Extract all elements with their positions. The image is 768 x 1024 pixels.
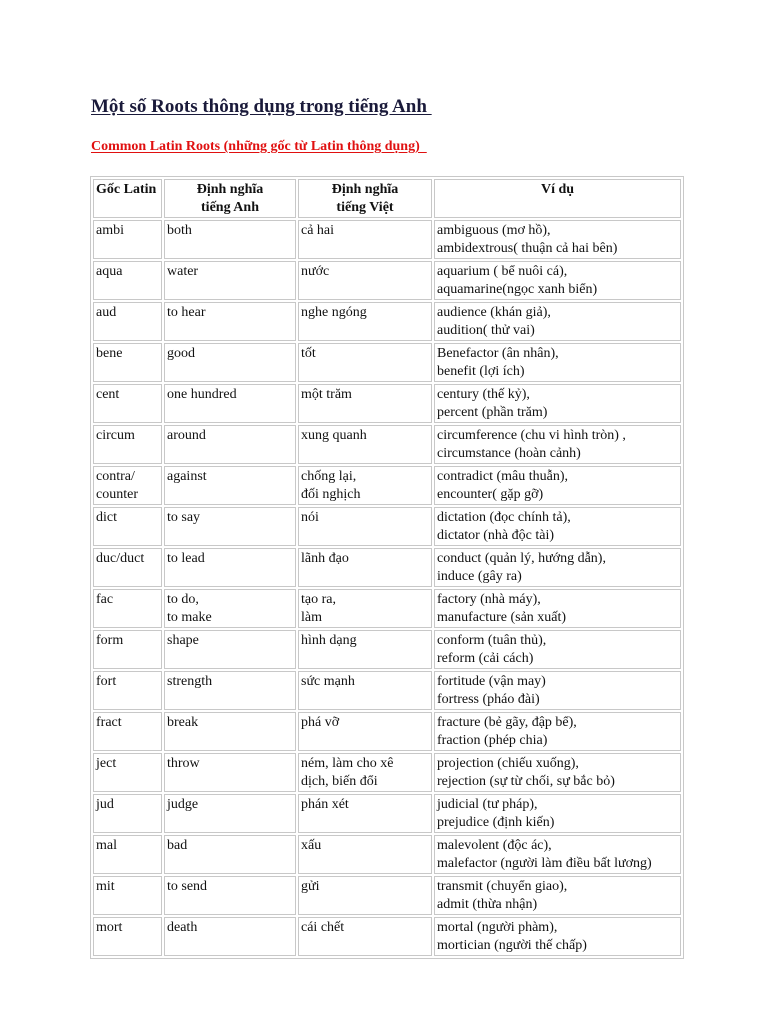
examples-cell xyxy=(434,343,681,382)
examples-cell-line: audition( thử vai) xyxy=(437,323,535,338)
root-cell xyxy=(93,548,162,587)
vietnamese-definition-cell-line: làm xyxy=(301,610,322,625)
root-cell-line: counter xyxy=(96,487,138,502)
examples-cell xyxy=(434,794,681,833)
english-definition-cell-line: to make xyxy=(167,610,212,625)
vietnamese-definition-cell xyxy=(298,302,432,341)
table-body xyxy=(93,220,681,956)
examples-cell-line: reform (cải cách) xyxy=(437,651,534,666)
root-cell xyxy=(93,425,162,464)
examples-cell-line: Benefactor (ân nhân), xyxy=(437,346,559,361)
examples-cell xyxy=(434,589,681,628)
header-vietnamese-definition xyxy=(298,179,432,218)
root-cell xyxy=(93,835,162,874)
english-definition-cell xyxy=(164,753,296,792)
table-row xyxy=(93,220,681,259)
examples-cell xyxy=(434,548,681,587)
english-definition-cell-line: to say xyxy=(167,510,201,525)
examples-cell-line: mortal (người phàm), xyxy=(437,920,558,935)
english-definition-cell xyxy=(164,384,296,423)
header-examples-line1: Ví dụ xyxy=(540,182,575,197)
root-cell-line: dict xyxy=(96,510,117,525)
english-definition-cell-line: death xyxy=(167,920,198,935)
examples-cell-line: malevolent (độc ác), xyxy=(437,838,552,853)
english-definition-cell-line: to lead xyxy=(167,551,205,566)
header-vietnamese-line1: Định nghĩa xyxy=(331,182,399,197)
root-cell-line: contra/ xyxy=(96,469,135,484)
header-root-line1: Gốc Latin xyxy=(96,182,157,197)
root-cell-line: fort xyxy=(96,674,117,689)
vietnamese-definition-cell xyxy=(298,917,432,956)
table-header-row xyxy=(93,179,681,218)
examples-cell-line: circumstance (hoàn cảnh) xyxy=(437,446,581,461)
vietnamese-definition-cell xyxy=(298,220,432,259)
table-row xyxy=(93,507,681,546)
document-title: Một số Roots thông dụng trong tiếng Anh xyxy=(91,96,432,117)
root-cell-line: duc/duct xyxy=(96,551,145,566)
root-cell xyxy=(93,302,162,341)
root-cell xyxy=(93,917,162,956)
examples-cell-line: aquarium ( bể nuôi cá), xyxy=(437,264,568,279)
examples-cell-line: fortitude (vận may) xyxy=(437,674,546,689)
english-definition-cell xyxy=(164,220,296,259)
root-cell-line: mit xyxy=(96,879,115,894)
examples-cell-line: induce (gây ra) xyxy=(437,569,522,584)
vietnamese-definition-cell-line: lãnh đạo xyxy=(301,551,349,566)
english-definition-cell xyxy=(164,425,296,464)
table-row xyxy=(93,630,681,669)
english-definition-cell xyxy=(164,835,296,874)
english-definition-cell-line: bad xyxy=(167,838,188,853)
root-cell xyxy=(93,261,162,300)
table-row xyxy=(93,425,681,464)
table-row xyxy=(93,794,681,833)
examples-cell xyxy=(434,261,681,300)
examples-cell xyxy=(434,835,681,874)
examples-cell-line: circumference (chu vi hình tròn) , xyxy=(437,428,626,443)
table-row xyxy=(93,835,681,874)
vietnamese-definition-cell xyxy=(298,589,432,628)
root-cell xyxy=(93,220,162,259)
vietnamese-definition-cell-line: nước xyxy=(301,264,330,279)
examples-cell-line: audience (khán giả), xyxy=(437,305,551,320)
english-definition-cell-line: judge xyxy=(167,797,199,812)
vietnamese-definition-cell-line: gửi xyxy=(301,879,320,894)
examples-cell-line: mortician (người thế chấp) xyxy=(437,938,587,953)
table-row xyxy=(93,302,681,341)
examples-cell xyxy=(434,917,681,956)
vietnamese-definition-cell-line: sức mạnh xyxy=(301,674,355,689)
examples-cell-line: ambidextrous( thuận cả hai bên) xyxy=(437,241,618,256)
vietnamese-definition-cell xyxy=(298,671,432,710)
vietnamese-definition-cell-line: dịch, biến đổi xyxy=(301,774,378,789)
root-cell-line: cent xyxy=(96,387,120,402)
root-cell xyxy=(93,876,162,915)
root-cell xyxy=(93,466,162,505)
english-definition-cell-line: break xyxy=(167,715,199,730)
vietnamese-definition-cell xyxy=(298,507,432,546)
examples-cell-line: conduct (quản lý, hướng dẫn), xyxy=(437,551,606,566)
vietnamese-definition-cell-line: hình dạng xyxy=(301,633,357,648)
english-definition-cell xyxy=(164,712,296,751)
vietnamese-definition-cell-line: ném, làm cho xê xyxy=(301,756,394,771)
examples-cell-line: admit (thừa nhận) xyxy=(437,897,538,912)
examples-cell xyxy=(434,425,681,464)
english-definition-cell xyxy=(164,261,296,300)
examples-cell-line: projection (chiếu xuống), xyxy=(437,756,579,771)
examples-cell-line: manufacture (sản xuất) xyxy=(437,610,567,625)
header-vietnamese-line2: tiếng Việt xyxy=(336,200,394,215)
vietnamese-definition-cell-line: nghe ngóng xyxy=(301,305,367,320)
vietnamese-definition-cell xyxy=(298,794,432,833)
examples-cell-line: encounter( gặp gỡ) xyxy=(437,487,544,502)
english-definition-cell-line: strength xyxy=(167,674,213,689)
section-heading: Common Latin Roots (những gốc từ Latin thông dụng) xyxy=(91,139,427,154)
english-definition-cell-line: around xyxy=(167,428,206,443)
examples-cell-line: aquamarine(ngọc xanh biển) xyxy=(437,282,598,297)
vietnamese-definition-cell xyxy=(298,425,432,464)
examples-cell-line: fraction (phép chia) xyxy=(437,733,548,748)
vietnamese-definition-cell-line: tốt xyxy=(301,346,316,361)
english-definition-cell xyxy=(164,343,296,382)
vietnamese-definition-cell-line: tạo ra, xyxy=(301,592,336,607)
header-root xyxy=(93,179,162,218)
root-cell-line: jud xyxy=(96,797,114,812)
examples-cell-line: factory (nhà máy), xyxy=(437,592,541,607)
examples-cell-line: benefit (lợi ích) xyxy=(437,364,525,379)
examples-cell-line: ambiguous (mơ hồ), xyxy=(437,223,551,238)
vietnamese-definition-cell xyxy=(298,835,432,874)
english-definition-cell-line: one hundred xyxy=(167,387,237,402)
english-definition-cell xyxy=(164,671,296,710)
english-definition-cell-line: good xyxy=(167,346,195,361)
header-english-definition xyxy=(164,179,296,218)
table-row xyxy=(93,589,681,628)
english-definition-cell-line: against xyxy=(167,469,207,484)
vietnamese-definition-cell xyxy=(298,630,432,669)
root-cell xyxy=(93,589,162,628)
vietnamese-definition-cell xyxy=(298,343,432,382)
english-definition-cell xyxy=(164,507,296,546)
english-definition-cell-line: to send xyxy=(167,879,208,894)
examples-cell xyxy=(434,876,681,915)
root-cell-line: aud xyxy=(96,305,117,320)
examples-cell-line: dictation (đọc chính tả), xyxy=(437,510,571,525)
header-english-line2: tiếng Anh xyxy=(201,200,259,215)
english-definition-cell-line: to do, xyxy=(167,592,199,607)
english-definition-cell xyxy=(164,630,296,669)
root-cell-line: form xyxy=(96,633,124,648)
table-row xyxy=(93,917,681,956)
examples-cell-line: prejudice (định kiến) xyxy=(437,815,555,830)
table-row xyxy=(93,384,681,423)
english-definition-cell xyxy=(164,589,296,628)
vietnamese-definition-cell-line: cả hai xyxy=(301,223,335,238)
examples-cell-line: fortress (pháo đài) xyxy=(437,692,540,707)
examples-cell-line: century (thế kỷ), xyxy=(437,387,530,402)
table-row xyxy=(93,343,681,382)
english-definition-cell-line: water xyxy=(167,264,199,279)
header-examples xyxy=(434,179,681,218)
root-cell xyxy=(93,343,162,382)
examples-cell-line: percent (phần trăm) xyxy=(437,405,548,420)
vietnamese-definition-cell-line: đối nghịch xyxy=(301,487,361,502)
root-cell-line: aqua xyxy=(96,264,123,279)
examples-cell xyxy=(434,466,681,505)
root-cell-line: fac xyxy=(96,592,114,607)
examples-cell xyxy=(434,384,681,423)
examples-cell-line: contradict (mâu thuẫn), xyxy=(437,469,569,484)
english-definition-cell-line: both xyxy=(167,223,192,238)
vietnamese-definition-cell-line: nói xyxy=(301,510,319,525)
english-definition-cell xyxy=(164,466,296,505)
table-row xyxy=(93,261,681,300)
root-cell-line: mort xyxy=(96,920,123,935)
vietnamese-definition-cell xyxy=(298,384,432,423)
examples-cell xyxy=(434,220,681,259)
table-row xyxy=(93,466,681,505)
vietnamese-definition-cell xyxy=(298,753,432,792)
english-definition-cell xyxy=(164,917,296,956)
english-definition-cell xyxy=(164,302,296,341)
examples-cell xyxy=(434,507,681,546)
examples-cell xyxy=(434,630,681,669)
vietnamese-definition-cell xyxy=(298,261,432,300)
examples-cell-line: rejection (sự từ chối, sự bắc bỏ) xyxy=(437,774,615,789)
root-cell xyxy=(93,384,162,423)
english-definition-cell xyxy=(164,794,296,833)
table-row xyxy=(93,712,681,751)
examples-cell-line: fracture (bẻ gãy, đập bể), xyxy=(437,715,577,730)
examples-cell xyxy=(434,302,681,341)
english-definition-cell-line: to hear xyxy=(167,305,206,320)
examples-cell-line: dictator (nhà độc tài) xyxy=(437,528,555,543)
root-cell xyxy=(93,794,162,833)
root-cell-line: mal xyxy=(96,838,117,853)
root-cell-line: fract xyxy=(96,715,122,730)
table-row xyxy=(93,876,681,915)
roots-table xyxy=(90,176,684,959)
vietnamese-definition-cell-line: phán xét xyxy=(301,797,349,812)
examples-cell-line: judicial (tư pháp), xyxy=(437,797,538,812)
examples-cell-line: transmit (chuyển giao), xyxy=(437,879,568,894)
examples-cell-line: conform (tuân thủ), xyxy=(437,633,547,648)
english-definition-cell-line: throw xyxy=(167,756,200,771)
english-definition-cell-line: shape xyxy=(167,633,199,648)
root-cell-line: ject xyxy=(96,756,117,771)
vietnamese-definition-cell-line: xấu xyxy=(301,838,322,853)
vietnamese-definition-cell-line: phá vỡ xyxy=(301,715,340,730)
examples-cell xyxy=(434,671,681,710)
examples-cell xyxy=(434,712,681,751)
vietnamese-definition-cell xyxy=(298,548,432,587)
examples-cell xyxy=(434,753,681,792)
root-cell-line: ambi xyxy=(96,223,124,238)
vietnamese-definition-cell-line: một trăm xyxy=(301,387,352,402)
header-english-line1: Định nghĩa xyxy=(196,182,264,197)
vietnamese-definition-cell-line: cái chết xyxy=(301,920,345,935)
root-cell xyxy=(93,712,162,751)
root-cell xyxy=(93,630,162,669)
english-definition-cell xyxy=(164,548,296,587)
vietnamese-definition-cell-line: chống lại, xyxy=(301,469,357,484)
english-definition-cell xyxy=(164,876,296,915)
table-row xyxy=(93,753,681,792)
root-cell xyxy=(93,507,162,546)
vietnamese-definition-cell-line: xung quanh xyxy=(301,428,367,443)
vietnamese-definition-cell xyxy=(298,712,432,751)
examples-cell-line: malefactor (người làm điều bất lương) xyxy=(437,856,652,871)
vietnamese-definition-cell xyxy=(298,876,432,915)
root-cell-line: circum xyxy=(96,428,135,443)
vietnamese-definition-cell xyxy=(298,466,432,505)
table-row xyxy=(93,548,681,587)
root-cell xyxy=(93,753,162,792)
table-row xyxy=(93,671,681,710)
root-cell-line: bene xyxy=(96,346,123,361)
root-cell xyxy=(93,671,162,710)
